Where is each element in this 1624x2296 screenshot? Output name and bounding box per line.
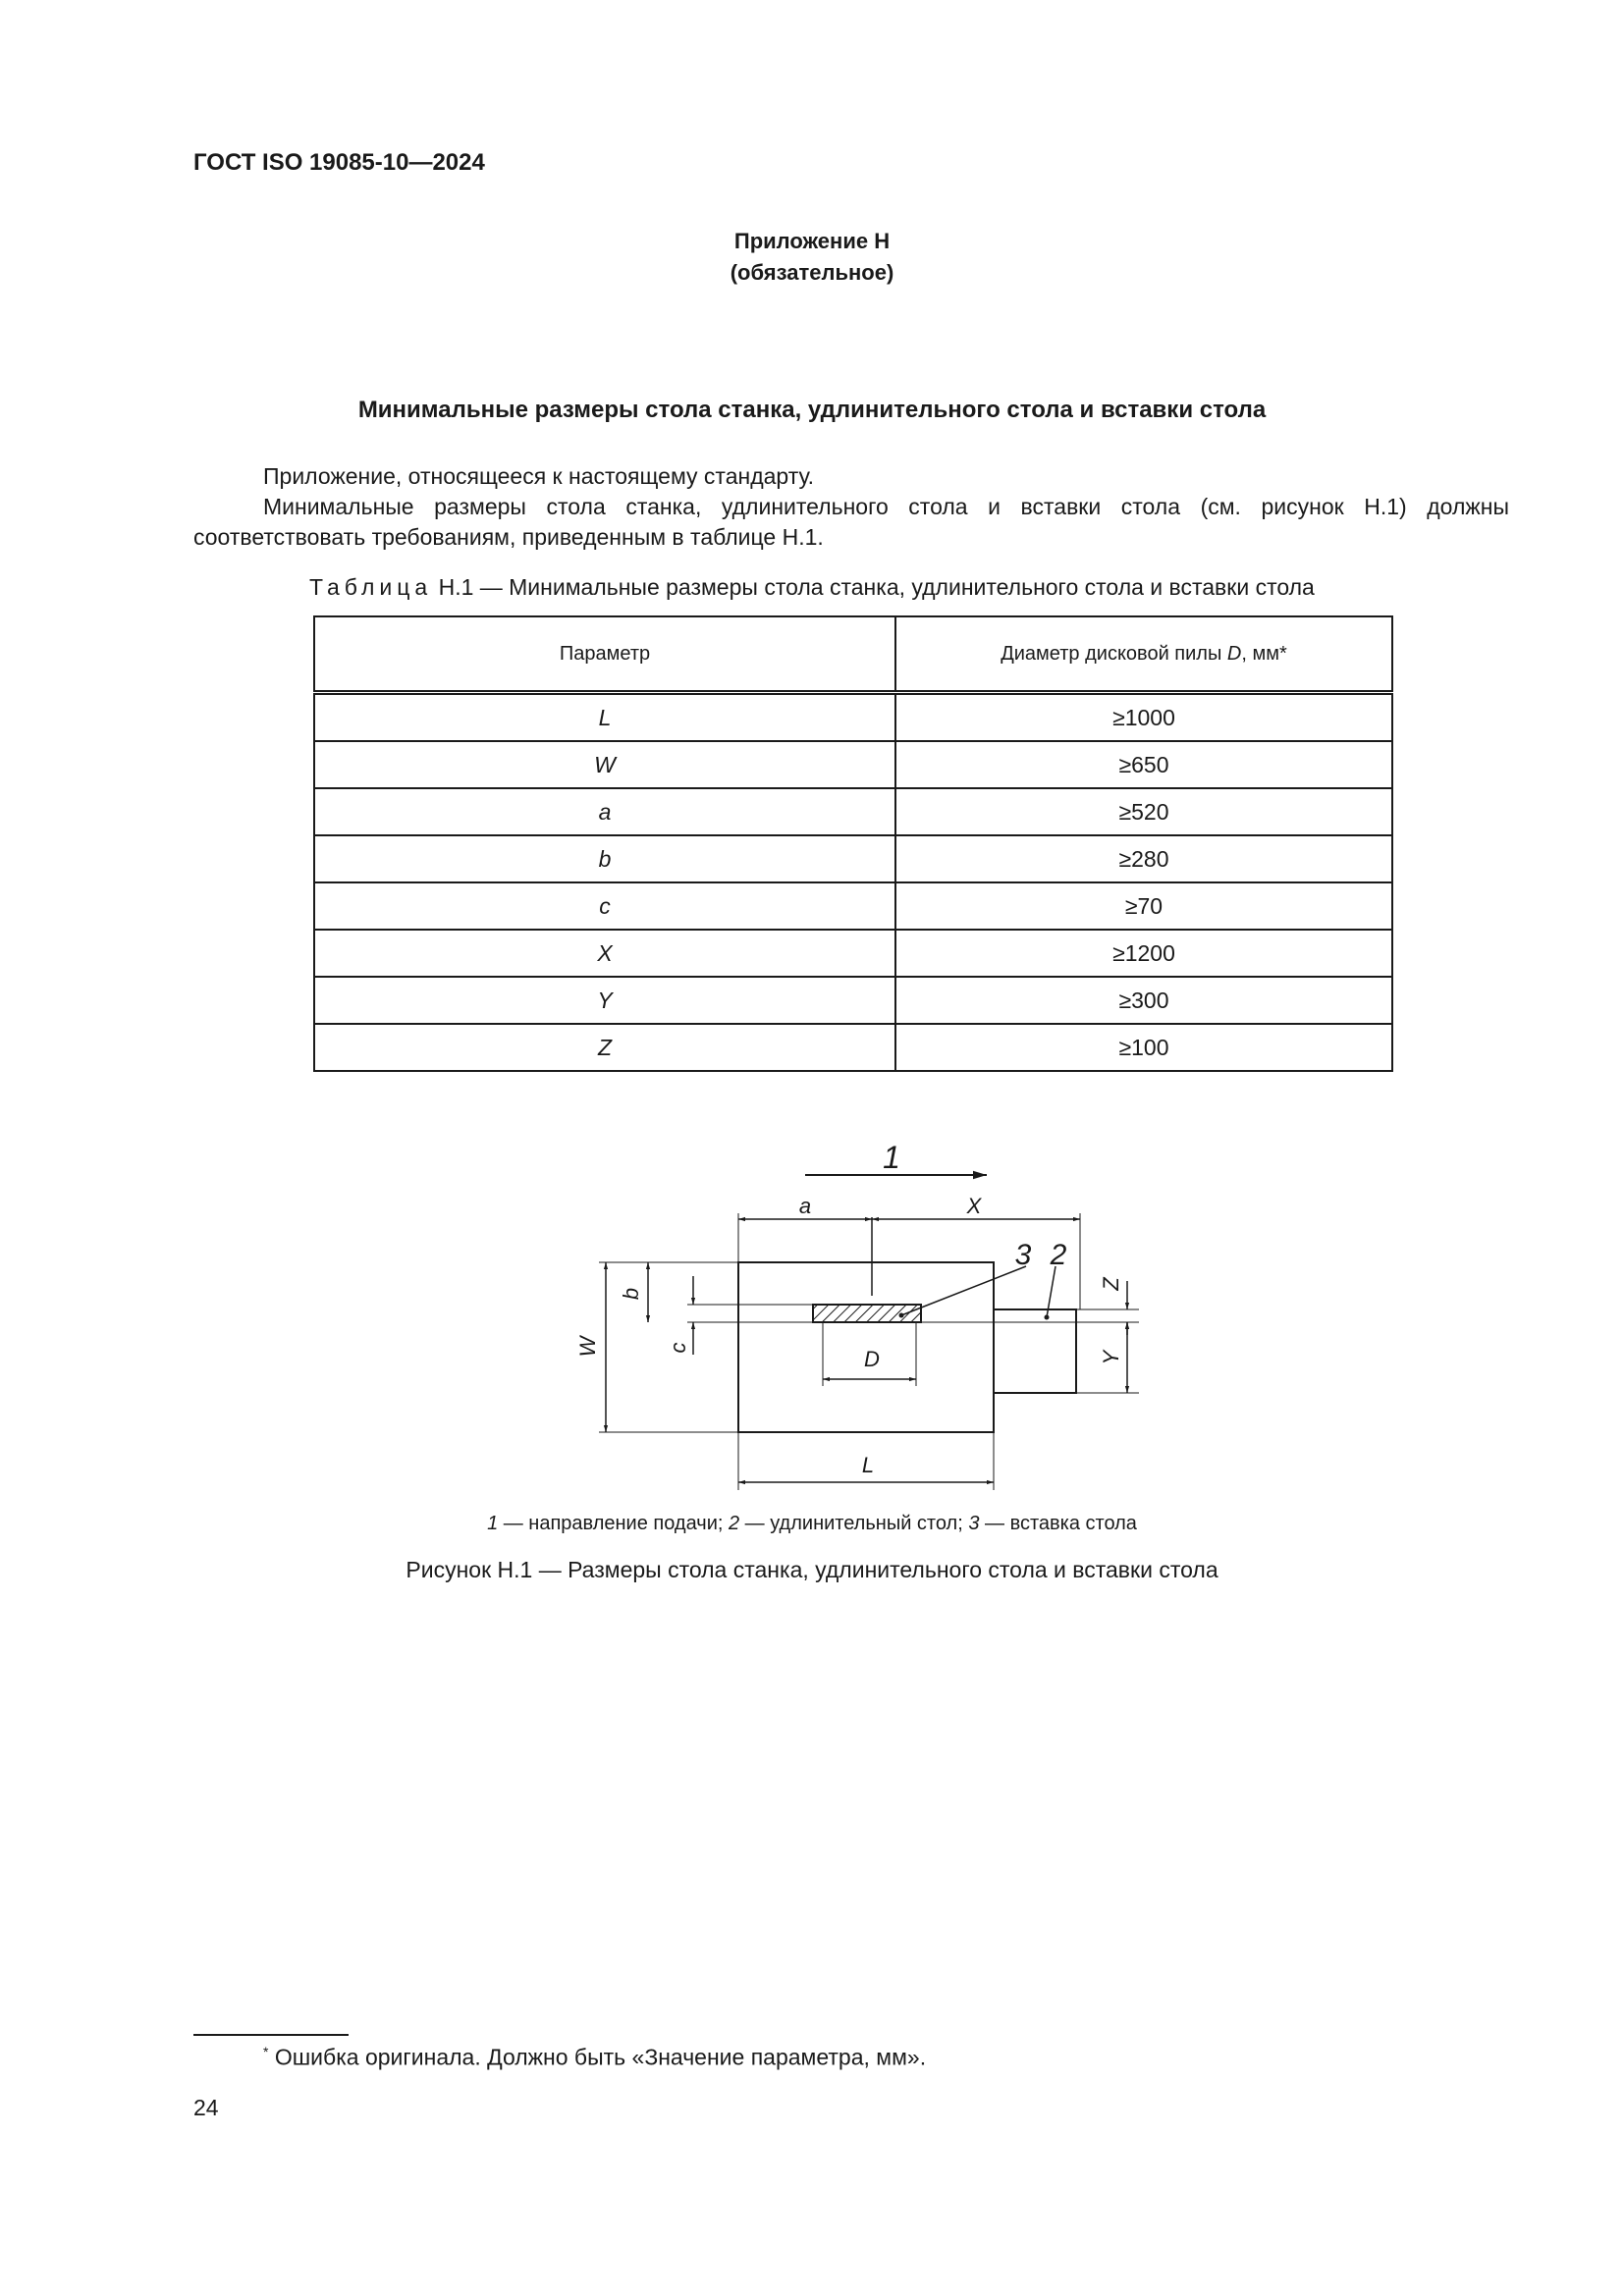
label-y: Y xyxy=(1099,1350,1123,1365)
label-a: a xyxy=(798,1194,812,1218)
value-cell: ≥300 xyxy=(895,977,1392,1024)
value-cell: ≥1200 xyxy=(895,930,1392,977)
param-cell: b xyxy=(314,835,895,882)
label-w: W xyxy=(575,1336,600,1358)
legend-number: 3 xyxy=(968,1513,980,1534)
header-value-var: D xyxy=(1226,642,1242,665)
footnote-divider xyxy=(193,2034,349,2036)
value-cell: ≥280 xyxy=(895,835,1392,882)
legend-text: — удлинительный стол; xyxy=(739,1513,969,1534)
figure-drawing xyxy=(599,1175,1139,1490)
label-d: D xyxy=(864,1347,880,1371)
figure-caption: Рисунок Н.1 — Размеры стола станка, удлинительного стола и вставки стола xyxy=(406,1557,1218,1582)
value-cell: ≥100 xyxy=(895,1024,1392,1071)
value-cell: ≥1000 xyxy=(895,693,1392,742)
value-cell: ≥650 xyxy=(895,741,1392,788)
param-cell: Z xyxy=(314,1024,895,1071)
page-number: 24 xyxy=(193,2095,219,2120)
paragraph-requirements: Минимальные размеры стола станка, удлинительного стола и вставки стола (см. рисунок Н.1) должны соответствовать требованиям, приведенным в таблице Н.1. xyxy=(193,494,1509,550)
param-cell: L xyxy=(314,693,895,742)
section-title: Минимальные размеры стола станка, удлинительного стола и вставки стола xyxy=(357,397,1267,423)
footnote-text: Ошибка оригинала. Должно быть «Значение параметра, мм». xyxy=(268,2044,927,2070)
param-cell: X xyxy=(314,930,895,977)
legend-text: — вставка стола xyxy=(979,1513,1137,1534)
label-feed: 1 xyxy=(883,1140,900,1175)
leader-insert xyxy=(901,1266,1026,1315)
label-c: c xyxy=(666,1342,690,1354)
leader-dot xyxy=(1045,1315,1050,1320)
label-extension: 2 xyxy=(1050,1239,1067,1271)
label-insert: 3 xyxy=(1014,1239,1032,1271)
value-cell: ≥70 xyxy=(895,882,1392,930)
figure-legend xyxy=(0,1513,1624,1535)
legend-number: 1 xyxy=(487,1513,499,1534)
param-cell: W xyxy=(314,741,895,788)
label-b: b xyxy=(619,1287,643,1301)
footnote-mark: * xyxy=(263,2044,269,2059)
table-caption-text: Н.1 — Минимальные размеры стола станка, удлинительного стола и вставки стола xyxy=(438,574,1315,600)
table-caption-label: Таблица xyxy=(309,574,433,600)
footnote xyxy=(263,2044,926,2071)
label-z: Z xyxy=(1099,1277,1123,1291)
annex-title: Приложение Н xyxy=(733,229,891,253)
legend-text: — направление подачи; xyxy=(498,1513,729,1534)
leader-dot xyxy=(899,1313,904,1318)
label-l: L xyxy=(861,1453,875,1477)
paragraph-applicability: Приложение, относящееся к настоящему стандарту. xyxy=(263,463,815,489)
header-param: Параметр xyxy=(314,616,895,693)
value-cell: ≥520 xyxy=(895,788,1392,835)
label-x: X xyxy=(966,1194,982,1218)
header-value-prefix: Диаметр дисковой пилы xyxy=(1001,642,1227,665)
document-code: ГОСТ ISO 19085-10—2024 xyxy=(193,149,485,176)
param-cell: c xyxy=(314,882,895,930)
param-cell: Y xyxy=(314,977,895,1024)
param-cell: a xyxy=(314,788,895,835)
legend-number: 2 xyxy=(728,1513,740,1534)
annex-status: (обязательное) xyxy=(730,260,894,285)
header-value-suffix: , мм* xyxy=(1241,642,1287,665)
